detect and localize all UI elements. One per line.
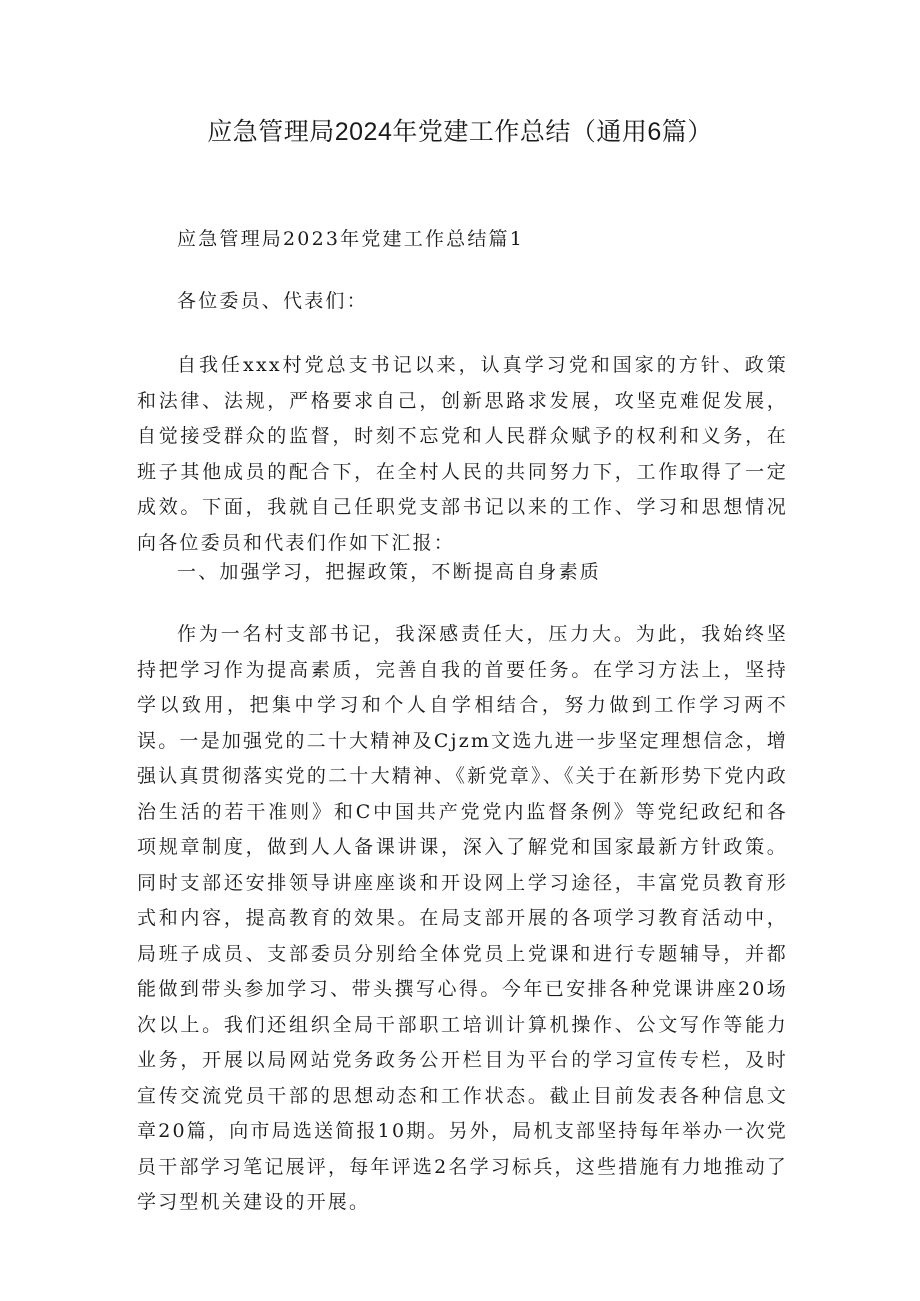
salutation: 各位委员、代表们： <box>177 290 368 312</box>
paragraph-study: 作为一名村支部书记，我深感责任大，压力大。为此，我始终坚持把学习作为提高素质，完善自我的首要任务。在学习方法上，坚持学以致用，把集中学习和个人自学相结合，努力做到工作学习两不误。一是加强党的二十大精神及Cjzm文选九进一步坚定理想信念，增强认真贯彻落实党的二十大精神、《新党章》、《关于在新形势下党内政治生活的若干准则》和C中国共产党党内监督条例》等党纪政纪和各项规章制度，做到人人备课讲课，深入了解党和国家最新方针政策。同时支部还安排领导讲座座谈和开设网上学习途径，丰富党员教育形式和内容，提高教育的效果。在局支部开展的各项学习教育活动中，局班子成员、支部委员分别给全体党员上党课和进行专题辅导，并都能做到带头参加学习、带头撰写心得。今年已安排各种党课讲座20场次以上。我们还组织全局干部职工培训计算机操作、公文写作等能力业务，开展以局网站党务政务公开栏目为平台的学习宣传专栏，及时宣传交流党员干部的思想动态和工作状态。截止目前发表各种信息文章20篇，向市局选送简报10期。另外，局机支部坚持每年举办一次党员干部学习笔记展评，每年评选2名学习标兵，这些措施有力地推动了学习型机关建设的开展。 <box>137 623 788 1213</box>
document-title: 应急管理局2024年党建工作总结（通用6篇） <box>207 118 713 146</box>
article-subheading: 应急管理局2023年党建工作总结篇1 <box>177 228 525 250</box>
paragraph-intro: 自我任xxx村党总支书记以来，认真学习党和国家的方针、政策和法律、法规，严格要求自己，创新思路求发展，攻坚克难促发展，自觉接受群众的监督，时刻不忘党和人民群众赋予的权利和义务，在班子其他成员的配合下，在全村人民的共同努力下，工作取得了一定成效。下面，我就自己任职党支部书记以来的工作、学习和思想情况向各位委员和代表们作如下汇报： <box>137 354 788 554</box>
section-heading-1: 一、加强学习，把握政策，不断提高自身素质 <box>177 561 602 583</box>
